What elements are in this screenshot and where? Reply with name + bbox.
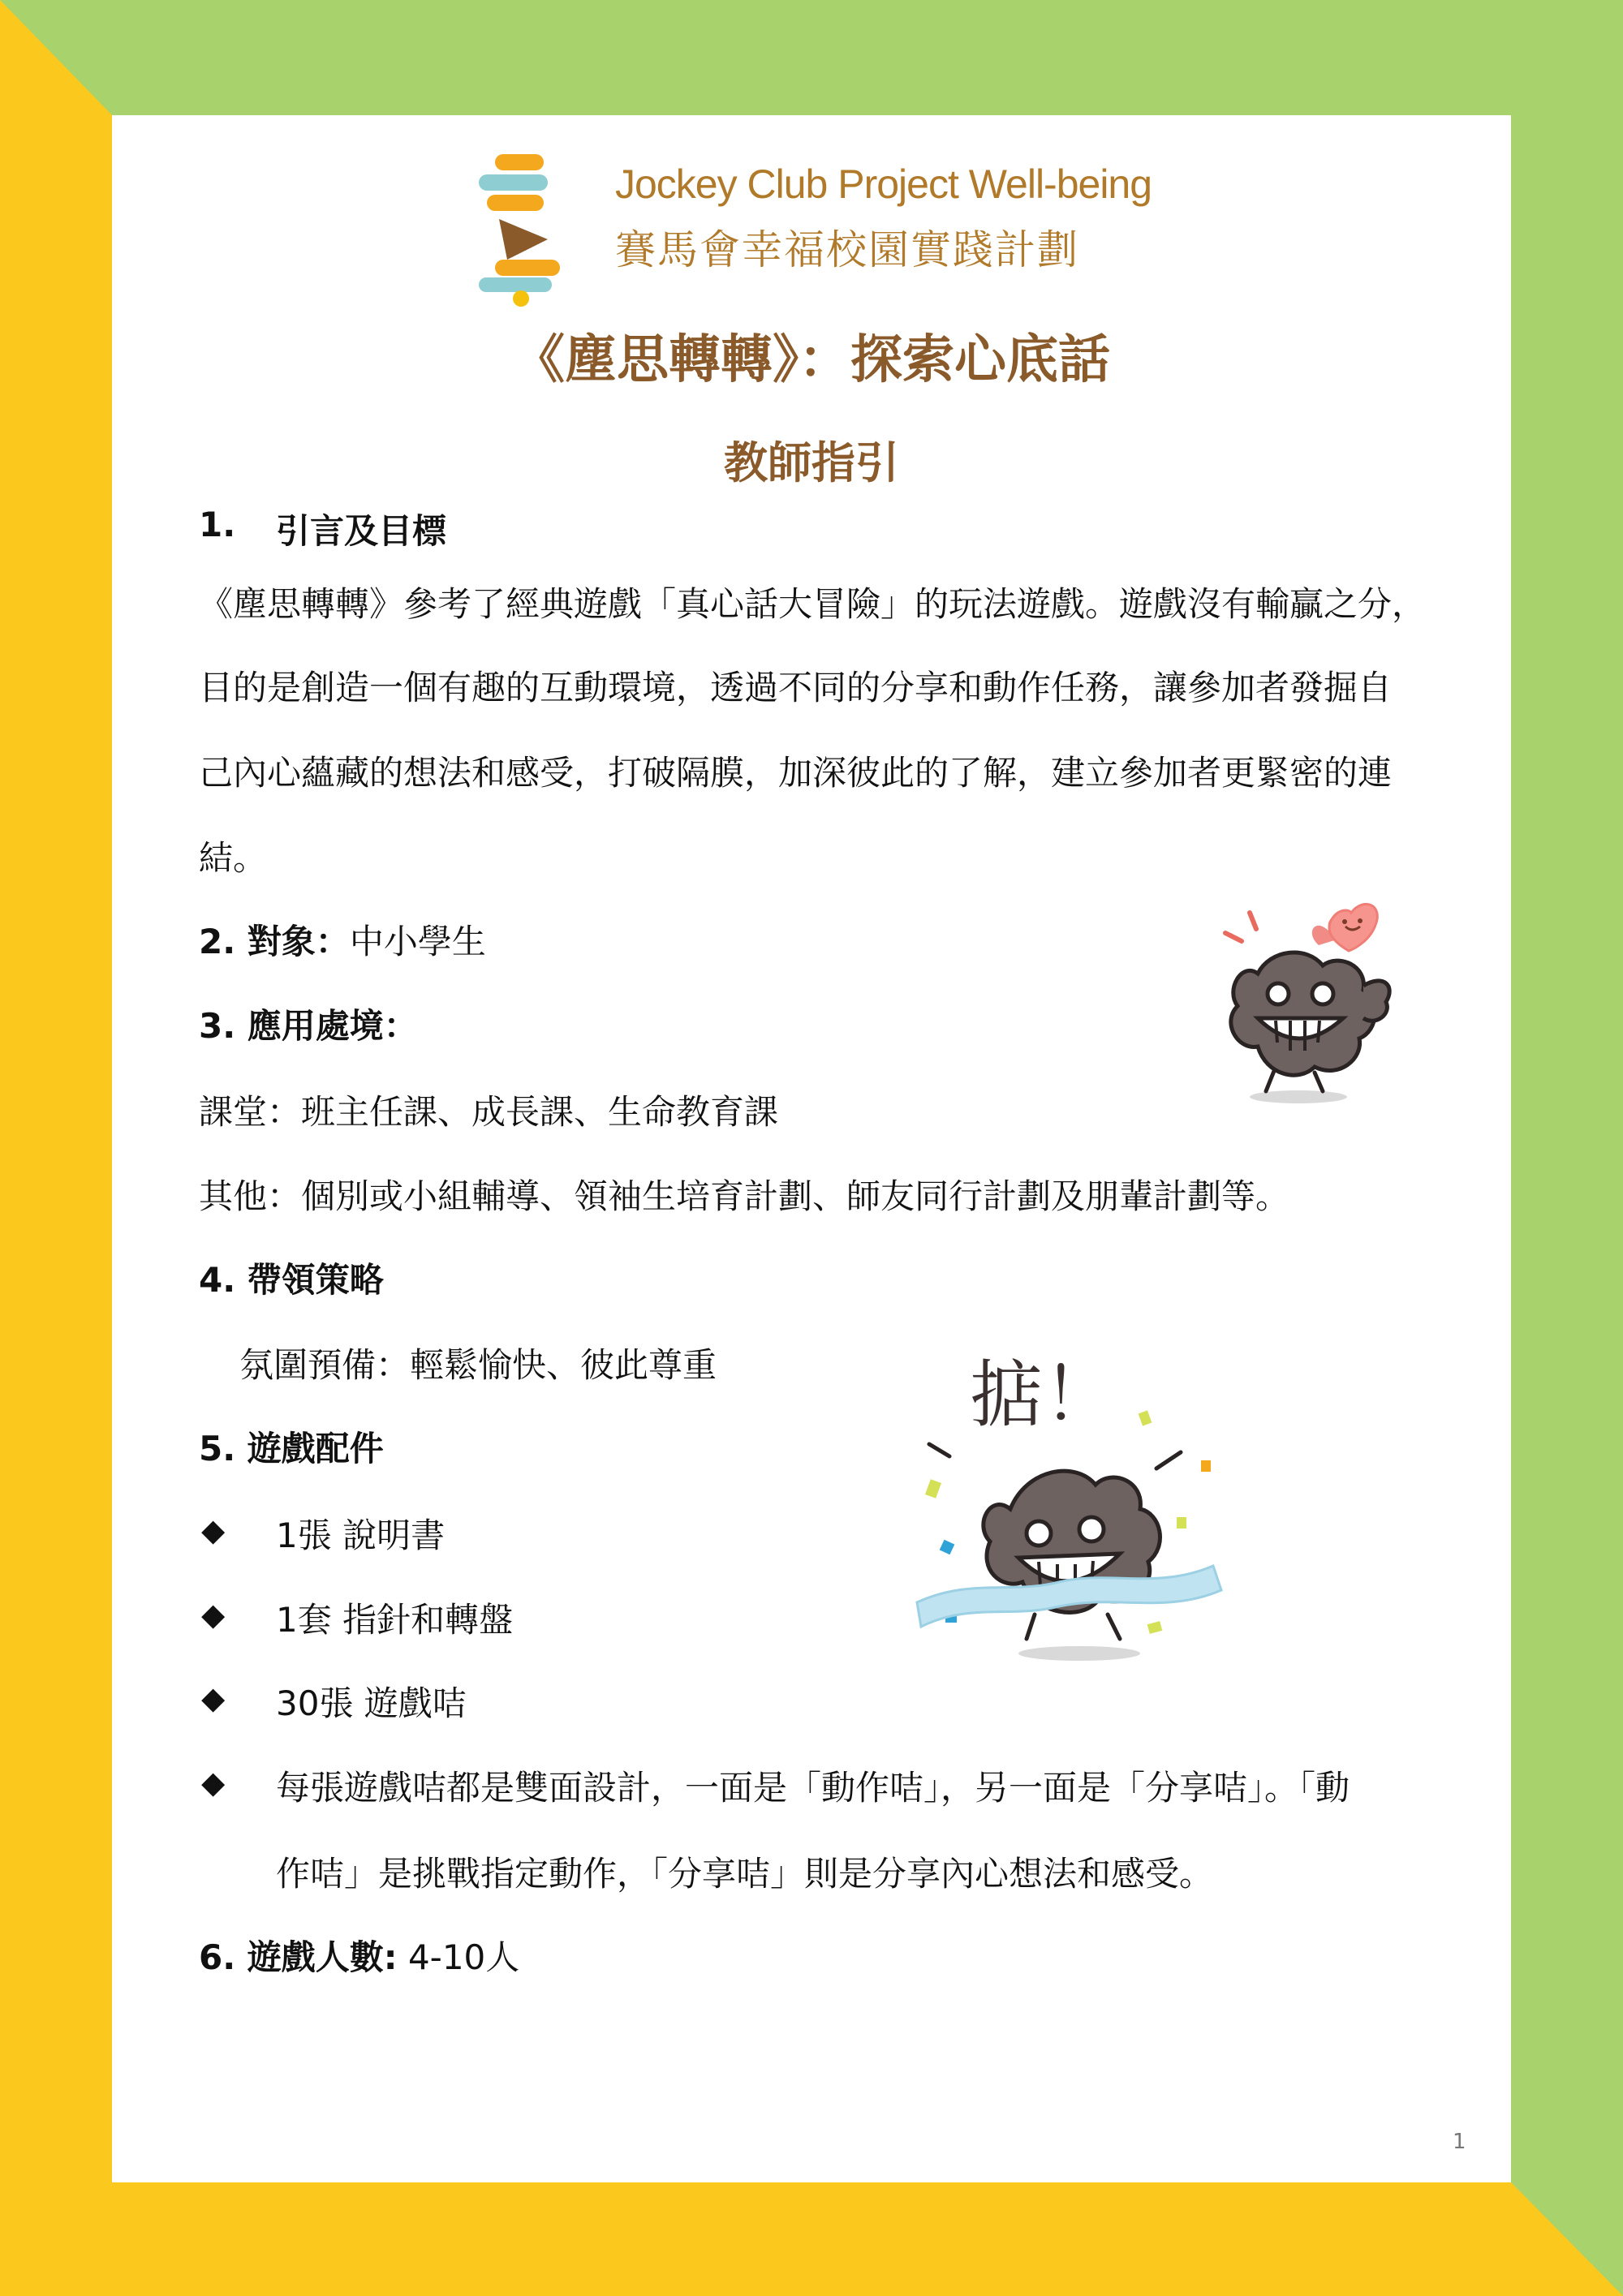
intro-line-2: 目的是創造一個有趣的互動環境，透過不同的分享和動作任務，讓參加者發掘自 (199, 668, 1393, 707)
page-number: 1 (1453, 2130, 1466, 2154)
section-6-heading: 6. 遊戲人數: (199, 1937, 398, 1977)
document-subtitle: 教師指引 (724, 437, 899, 488)
component-item-2: 1套 指針和轉盤 (276, 1600, 514, 1640)
bullet-diamond-icon: ◆ (201, 1597, 226, 1632)
bullet-diamond-icon: ◆ (201, 1512, 226, 1548)
section-1-number: 1. (199, 505, 236, 544)
logo-text-english: Jockey Club Project Well-being (615, 161, 1152, 207)
intro-line-3: 己內心蘊藏的想法和感受，打破隔膜，加深彼此的了解，建立參加者更緊密的連 (199, 753, 1393, 793)
section-2-heading: 2. 對象： (199, 922, 350, 961)
dust-character-cheer-sticker (913, 1347, 1238, 1671)
component-item-4-line-2: 作咭」是挑戰指定動作，「分享咭」則是分享內心想法和感受。 (276, 1854, 1214, 1894)
component-item-3: 30張 遊戲咭 (276, 1683, 467, 1723)
intro-line-1: 《塵思轉轉》參考了經典遊戲「真心話大冒險」的玩法遊戲。遊戲沒有輸贏之分， (199, 584, 1427, 624)
section-3-heading: 3. 應用處境： (199, 1006, 418, 1046)
dust-character-heart-sticker (1209, 884, 1428, 1111)
bullet-diamond-icon: ◆ (201, 1680, 226, 1716)
context-line-2: 其他：個別或小組輔導、領袖生培育計劃、師友同行計劃及朋輩計劃等。 (199, 1176, 1290, 1216)
project-logo (471, 146, 584, 308)
section-1-heading: 引言及目標 (276, 511, 447, 551)
section-6 (199, 1931, 519, 1980)
document-title: 《塵思轉轉》：探索心底話 (513, 330, 1110, 390)
player-count: 4-10人 (397, 1937, 520, 1977)
target-audience: 中小學生 (349, 922, 486, 961)
section-4-heading: 4. 帶領策略 (199, 1260, 384, 1300)
context-line-1: 課堂：班主任課、成長課、生命教育課 (199, 1092, 779, 1132)
cheer-text: 掂！ (970, 1352, 1116, 1438)
component-item-4-line-1: 每張遊戲咭都是雙面設計，一面是「動作咭」，另一面是「分享咭」。「動 (276, 1768, 1350, 1808)
logo-text-chinese: 賽馬會幸福校園實踐計劃 (615, 226, 1079, 273)
intro-line-4: 結。 (199, 838, 268, 878)
strategy-text: 氛圍預備：輕鬆愉快、彼此尊重 (239, 1345, 717, 1385)
component-item-1: 1張 說明書 (276, 1516, 446, 1555)
bullet-diamond-icon: ◆ (201, 1765, 226, 1800)
section-2 (199, 915, 486, 964)
section-5-heading: 5. 遊戲配件 (199, 1429, 384, 1468)
